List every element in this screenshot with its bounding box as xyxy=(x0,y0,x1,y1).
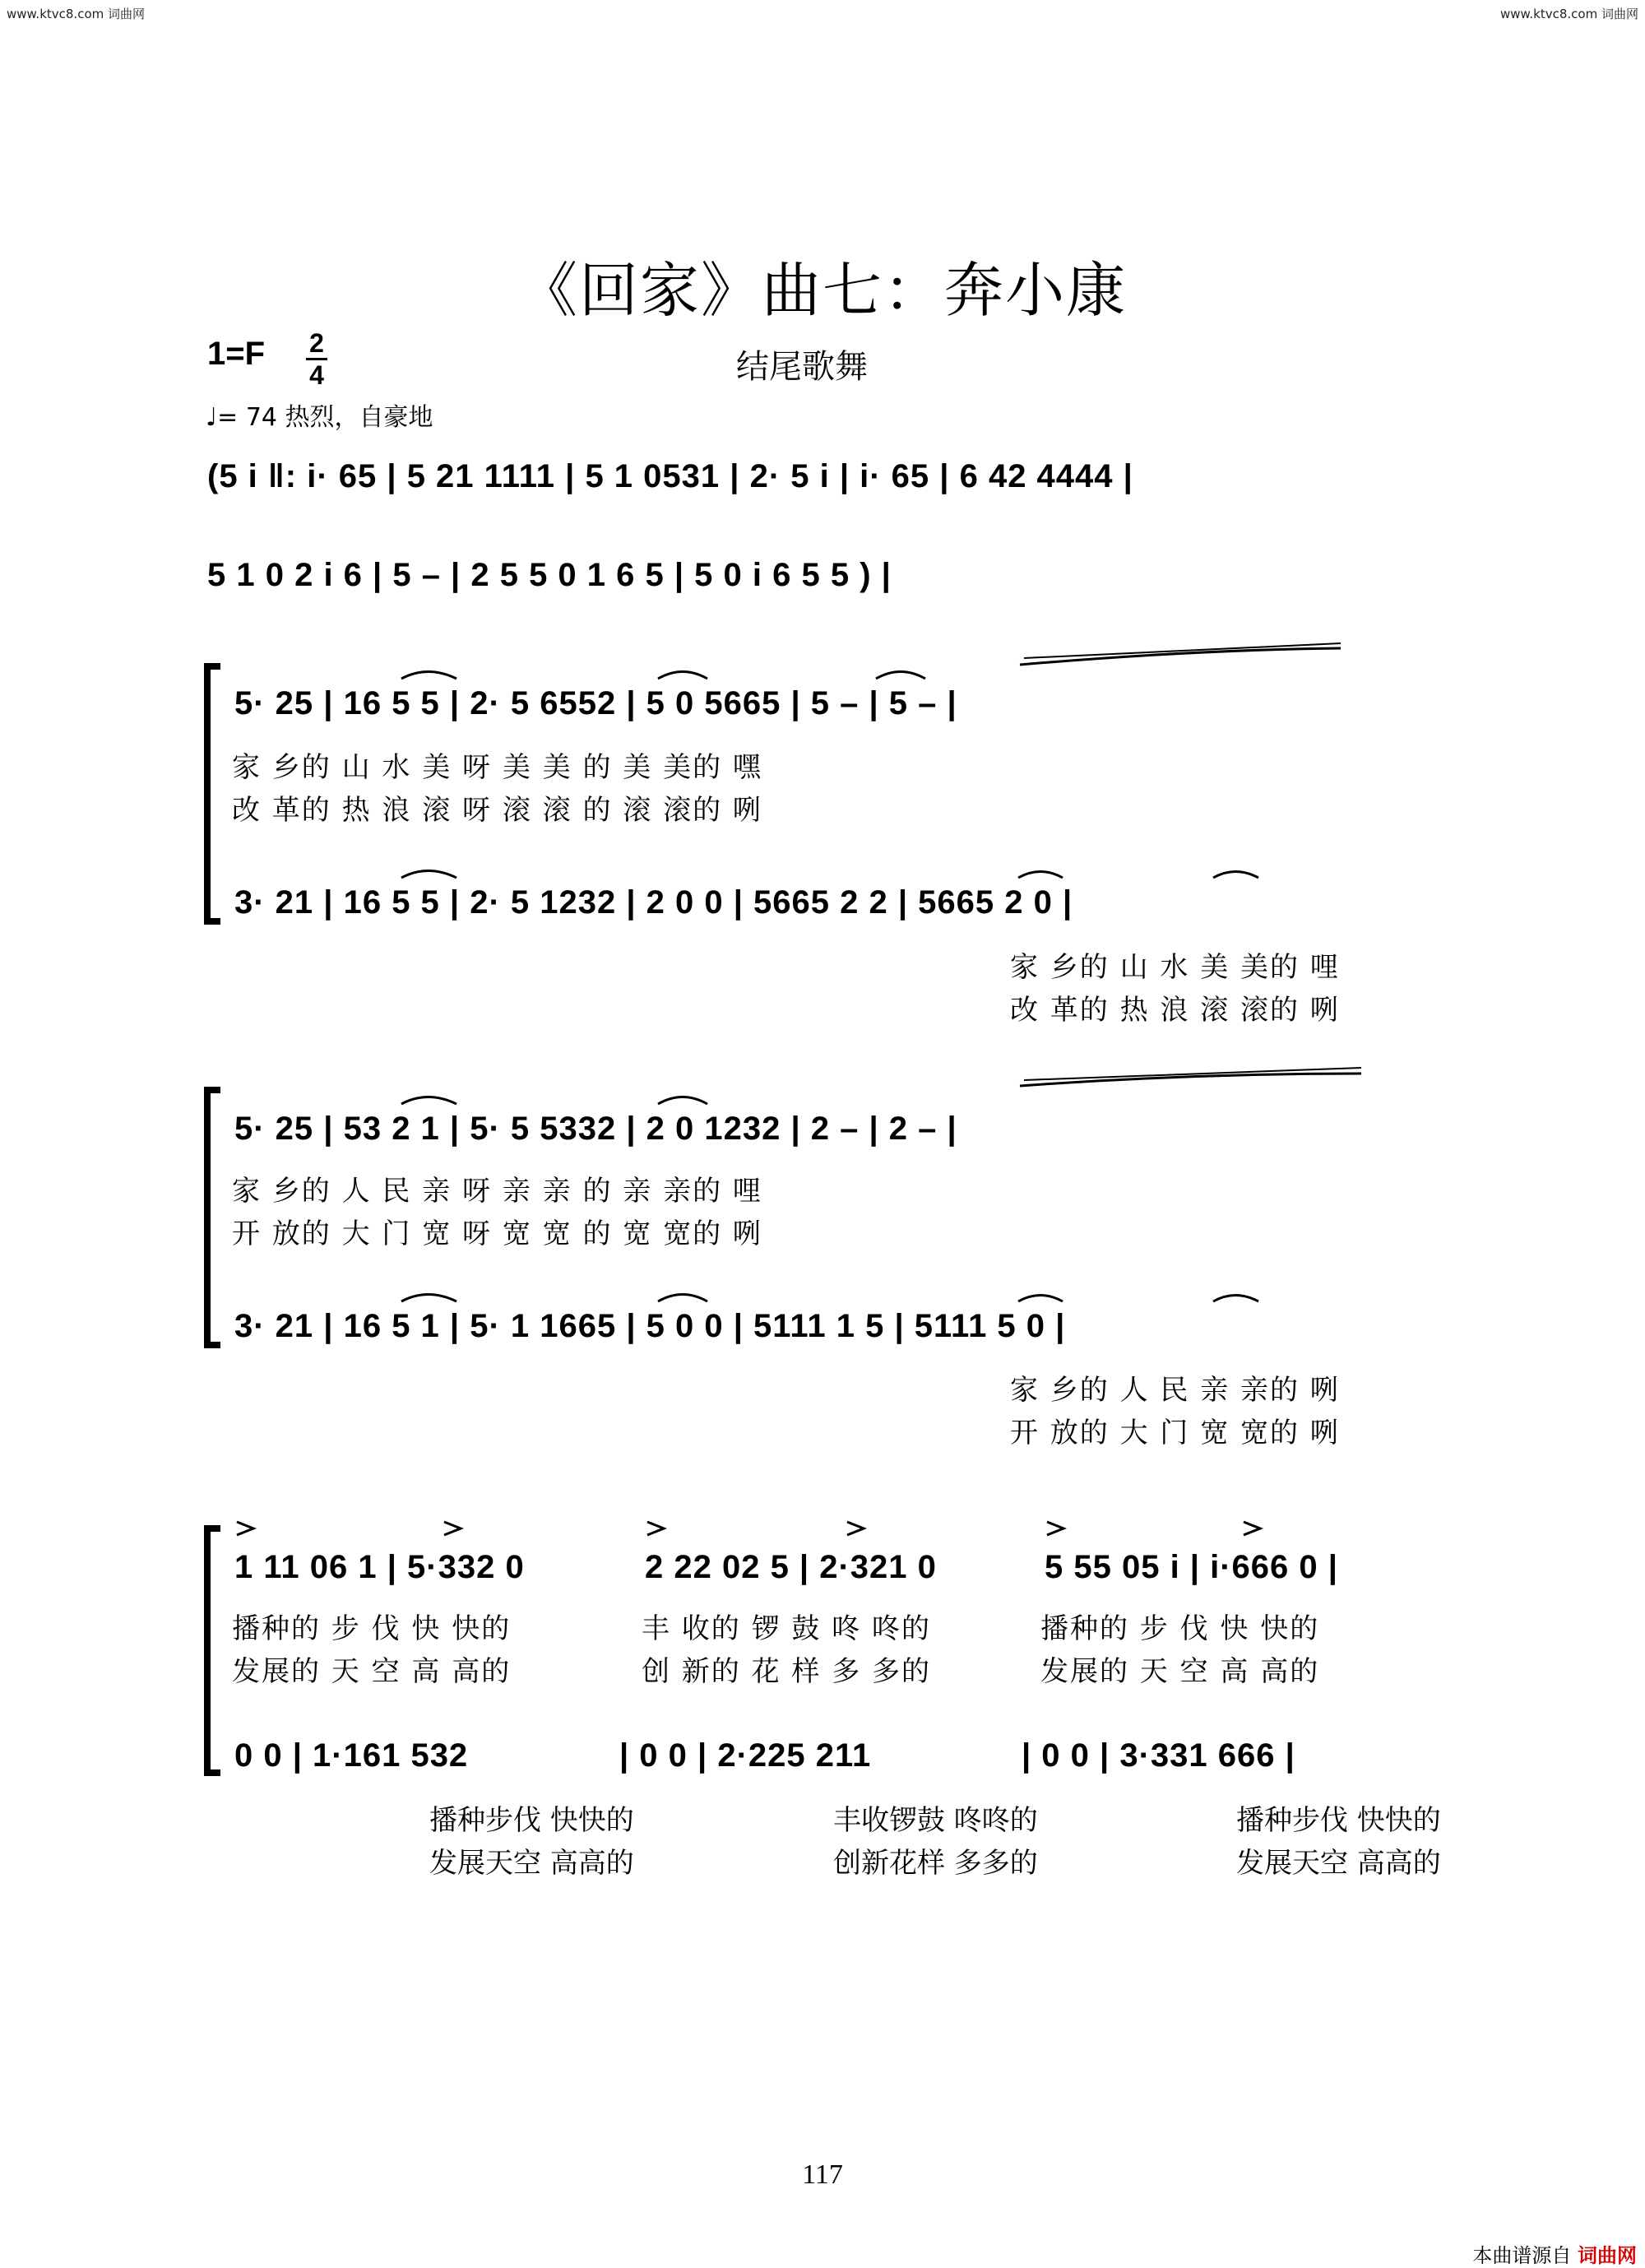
s2-upper-notes: 5· 25 | 53 2 1 | 5· 5 5332 | 2 0 1232 | 2 – | 2 – | xyxy=(234,1111,957,1147)
accent-4 xyxy=(847,1522,864,1535)
score-title: 《回家》曲七：奔小康 xyxy=(517,256,1127,325)
slur-s1-1 xyxy=(401,672,456,679)
slur-s1-5 xyxy=(1018,872,1063,879)
s3-lower-lyrics-1b: 丰收锣鼓 咚咚的 xyxy=(833,1804,1038,1837)
slur-s2-5 xyxy=(1018,1296,1063,1302)
s1-upper-lyrics-2: 改 革的 热 浪 滚 呀 滚 滚 的 滚 滚的 咧 xyxy=(232,794,762,827)
s3-upper-lyrics-2b: 创 新的 花 样 多 多的 xyxy=(642,1655,932,1688)
s3-lower-lyrics-1c: 播种步伐 快快的 xyxy=(1236,1804,1441,1837)
s2-lower-lyrics-1: 家 乡的 人 民 亲 亲的 咧 xyxy=(1010,1374,1340,1407)
s1-lower-lyrics-2: 改 革的 热 浪 滚 滚的 咧 xyxy=(1010,994,1340,1027)
s3-upper-lyrics-1b: 丰 收的 锣 鼓 咚 咚的 xyxy=(642,1612,932,1645)
s1-upper-lyrics-1: 家 乡的 山 水 美 呀 美 美 的 美 美的 嘿 xyxy=(232,751,762,784)
system-2-bracket xyxy=(207,1090,220,1345)
accent-5 xyxy=(1047,1522,1063,1535)
accent-1 xyxy=(237,1522,253,1535)
s3-upper-lyrics-1c: 播种的 步 伐 快 快的 xyxy=(1040,1612,1320,1645)
page-number: 117 xyxy=(802,2159,843,2190)
slur-s2-6 xyxy=(1213,1296,1258,1302)
system-1-tie-2 xyxy=(1024,643,1341,658)
subtitle: 结尾歌舞 xyxy=(736,348,868,386)
slur-s1-2 xyxy=(658,672,707,679)
s1-lower-notes: 3· 21 | 16 5 5 | 2· 5 1232 | 2 0 0 | 5665 2 2 | 5665 2 0 | xyxy=(234,884,1073,921)
s3-upper-notes-b: 2 22 02 5 | 2·321 0 xyxy=(645,1549,937,1585)
slur-s1-6 xyxy=(1213,872,1258,879)
slur-s2-4 xyxy=(658,1295,707,1302)
s2-upper-lyrics-1: 家 乡的 人 民 亲 呀 亲 亲 的 亲 亲的 哩 xyxy=(232,1175,762,1208)
accent-3 xyxy=(647,1522,664,1535)
slur-s2-2 xyxy=(658,1097,707,1105)
time-signature-bottom: 4 xyxy=(309,360,324,390)
s3-upper-lyrics-2c: 发展的 天 空 高 高的 xyxy=(1040,1655,1320,1688)
footer-brand: 词曲网 xyxy=(1578,2244,1637,2267)
system-3-bracket xyxy=(207,1528,220,1773)
header-site-left: www.ktvc8.com 词曲网 xyxy=(7,7,146,21)
s3-lower-lyrics-2b: 创新花样 多多的 xyxy=(833,1847,1038,1880)
slur-s2-1 xyxy=(401,1097,456,1105)
s2-upper-lyrics-2: 开 放的 大 门 宽 呀 宽 宽 的 宽 宽的 咧 xyxy=(232,1217,762,1250)
key-signature: 1=F xyxy=(207,336,266,372)
footer-source-label: 本曲谱源自 xyxy=(1472,2244,1572,2267)
s3-lower-notes-b: | 0 0 | 2·225 211 xyxy=(619,1737,872,1774)
s3-upper-notes-c: 5 55 05 i | i·666 0 | xyxy=(1045,1549,1338,1585)
slur-s2-3 xyxy=(401,1295,456,1302)
slur-s1-3 xyxy=(876,672,925,679)
s1-upper-notes: 5· 25 | 16 5 5 | 2· 5 6552 | 5 0 5665 | 5 – | 5 – | xyxy=(234,685,957,721)
s3-lower-lyrics-2a: 发展天空 高高的 xyxy=(429,1847,634,1880)
accent-2 xyxy=(444,1522,461,1535)
s3-upper-lyrics-2a: 发展的 天 空 高 高的 xyxy=(232,1655,512,1688)
accent-6 xyxy=(1244,1522,1260,1535)
tempo-marking: ♩= 74 热烈，自豪地 xyxy=(206,403,433,432)
s3-lower-lyrics-1a: 播种步伐 快快的 xyxy=(429,1804,634,1837)
slur-s1-4 xyxy=(401,871,456,879)
system-2-tie xyxy=(1020,1074,1361,1086)
s3-upper-notes-a: 1 11 06 1 | 5·332 0 xyxy=(234,1549,525,1585)
system-1-bracket xyxy=(207,666,220,921)
footer-credit xyxy=(1472,2239,1637,2268)
s1-lower-lyrics-1: 家 乡的 山 水 美 美的 哩 xyxy=(1010,951,1340,984)
header-site-right: www.ktvc8.com 词曲网 xyxy=(1499,7,1638,21)
s3-lower-notes-a: 0 0 | 1·161 532 xyxy=(234,1737,469,1774)
s2-lower-notes: 3· 21 | 16 5 1 | 5· 1 1665 | 5 0 0 | 5111 1 5 | 5111 5 0 | xyxy=(234,1308,1066,1344)
intro-line-1: (5 i ‖: i· 65 | 5 21 1111 | 5 1 0531 | 2· 5 i | i· 65 | 6 42 4444 | xyxy=(207,458,1133,494)
s2-lower-lyrics-2: 开 放的 大 门 宽 宽的 咧 xyxy=(1010,1417,1340,1449)
time-signature-top: 2 xyxy=(309,328,324,358)
s3-upper-lyrics-1a: 播种的 步 伐 快 快的 xyxy=(232,1612,512,1645)
s3-lower-notes-c: | 0 0 | 3·331 666 | xyxy=(1022,1737,1295,1774)
intro-line-2: 5 1 0 2 i 6 | 5 – | 2 5 5 0 1 6 5 | 5 0 i 6 5 5 ) | xyxy=(207,557,892,593)
s3-lower-lyrics-2c: 发展天空 高高的 xyxy=(1236,1847,1441,1880)
